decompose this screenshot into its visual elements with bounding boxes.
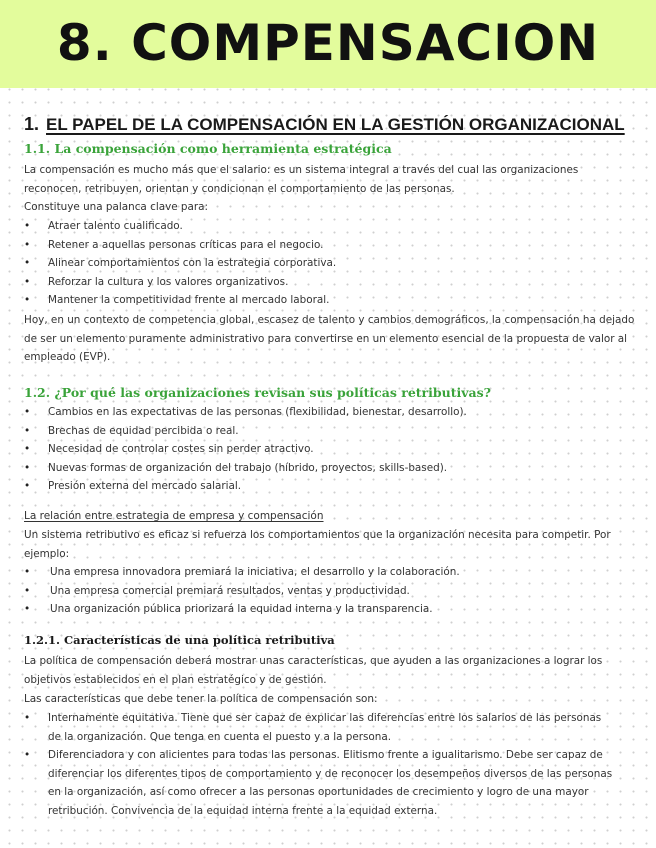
section-1-2-bullet-list: [24, 403, 636, 496]
bullet-icon: •: [24, 749, 31, 762]
list-item: • Atraer talento cualificado.: [24, 217, 636, 236]
section-1-2-1-lead: Las características que debe tener la política de compensación son:: [24, 693, 378, 705]
section-1-2-heading: 1.2. ¿Por qué las organizaciones revisan sus políticas retributivas?: [24, 385, 491, 400]
list-item: • Una organización pública priorizará la equidad interna y la transparencia.: [24, 600, 636, 619]
list-item: • Diferenciadora y con alicientes para todas las personas. Elitismo frente a igualitarismo. Debe ser capaz de diferenciar los diferentes tipos de comportamiento y de reconocer los desempeños diversos de las personas en la organización, así como ofrecer a las personas oportunidades de crecimiento y logro de una mayor retribución. Convivencia de la equidad interna frente a la equidad externa.: [24, 746, 614, 820]
section-1-heading: [24, 112, 644, 137]
relation-subheading: La relación entre estrategia de empresa y compensación: [24, 510, 324, 522]
list-item: • Mantener la competitividad frente al mercado laboral.: [24, 291, 636, 310]
list-item: • Una empresa innovadora premiará la iniciativa, el desarrollo y la colaboración.: [24, 563, 636, 582]
section-1-2-1-bullet-list: [24, 709, 614, 821]
section-1-2-1-intro: La política de compensación deberá mostrar unas características, que ayuden a las organizaciones a lograr los objetivos establecidos en el plan estratégico y de gestión.: [24, 655, 603, 686]
section-1-title: EL PAPEL DE LA COMPENSACIÓN EN LA GESTIÓN ORGANIZACIONAL: [46, 115, 625, 134]
bullet-icon: •: [24, 220, 31, 232]
bullet-icon: •: [24, 603, 31, 616]
list-item: • Brechas de equidad percibida o real.: [24, 422, 636, 441]
list-item: • Una empresa comercial premiará resultados, ventas y productividad.: [24, 582, 636, 601]
section-1-1-lead: Constituye una palanca clave para:: [24, 201, 209, 213]
bullet-icon: •: [24, 461, 31, 474]
list-item: • Retener a aquellas personas críticas para el negocio.: [24, 236, 636, 255]
bullet-icon: •: [24, 443, 31, 456]
section-1-1-bullet-list: [24, 217, 636, 310]
bullet-icon: •: [24, 424, 31, 437]
bullet-icon: •: [24, 238, 31, 251]
bullet-icon: •: [24, 712, 31, 724]
section-1-2-1-heading: 1.2.1. Características de una política retributiva: [24, 633, 335, 647]
section-1-number: 1.: [24, 114, 40, 134]
section-1-1-closing: Hoy, en un contexto de competencia global, escasez de talento y cambios demográficos, la compensación ha dejado de ser un elemento puramente administrativo para convertirse en un elemento esencial de la propuesta de valor al empleado (EVP).: [24, 314, 635, 364]
bullet-icon: •: [24, 566, 31, 578]
bullet-icon: •: [24, 294, 31, 307]
bullet-icon: •: [24, 584, 31, 597]
list-item: • Reforzar la cultura y los valores organizativos.: [24, 273, 636, 292]
list-item: • Alinear comportamientos con la estrategia corporativa.: [24, 254, 636, 273]
list-item: • Internamente equitativa. Tiene que ser capaz de explicar las diferencias entre los salarios de las personas de la organización. Que tenga en cuenta el puesto y a la persona.: [24, 709, 614, 746]
page-title: 8. COMPENSACION: [56, 14, 600, 72]
list-item: • Nuevas formas de organización del trabajo (híbrido, proyectos, skills-based).: [24, 459, 636, 478]
section-1-1-heading: 1.1. La compensación como herramienta estratégica: [24, 141, 392, 156]
list-item: • Cambios en las expectativas de las personas (flexibilidad, bienestar, desarrollo).: [24, 403, 636, 422]
section-1-1-intro: La compensación es mucho más que el salario: es un sistema integral a través del cual las organizaciones reconocen, retribuyen, orientan y condicionan el comportamiento de las personas.: [24, 164, 579, 195]
bullet-icon: •: [24, 406, 31, 418]
bullet-icon: •: [24, 275, 31, 288]
relation-examples-list: [24, 563, 636, 619]
list-item: • Presión externa del mercado salarial.: [24, 477, 636, 496]
relation-text: Un sistema retributivo es eficaz si refuerza los comportamientos que la organización necesita para competir. Por ejemplo:: [24, 529, 611, 560]
list-item: • Necesidad de controlar costes sin perder atractivo.: [24, 440, 636, 459]
bullet-icon: •: [24, 257, 31, 270]
bullet-icon: •: [24, 480, 31, 493]
